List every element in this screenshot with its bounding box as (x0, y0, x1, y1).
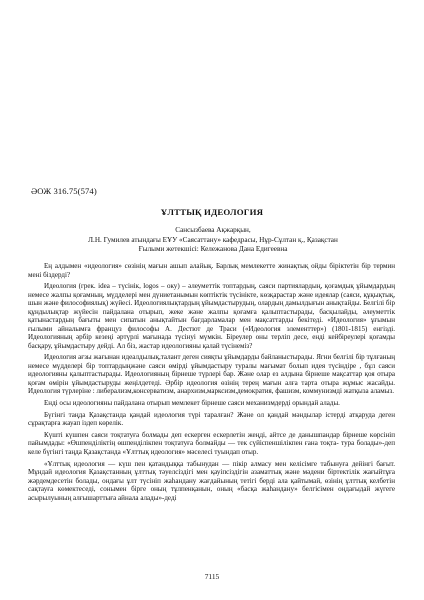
author-block (28, 226, 398, 255)
author-affiliation: Л.Н. Гумилев атындағы ЕҰУ «Саясаттану» кафедрасы, Нұр-Сұлтан қ., Қазақстан (88, 235, 338, 244)
paragraph: Бүгінгі таңда Қазақстанда қандай идеология түрі таралған? Және ол қандай мәндылар істерді атқаруда деген сұрақтарға жауап іздеп көрелік. (28, 410, 395, 428)
udc-code: ӘОЖ 316.75(574) (31, 186, 97, 196)
paragraph: Енді осы идеологияны пайдалана отырып мемлекет бірнеше саяси механизмдерді орындай алады. (44, 399, 340, 408)
paragraph: Идеология ағзы жағынан идеалдылық,талант деген сияқты ұйымдарды байланыстырады. Ягни белгілі бір тұлғаның немесе мүдделері бір топтардыңжәне саяси өмірді ұйымдастыру туралы мағымат болып идея түсіндіре , бұл саяси идеологияны қалыптастырады. Идеологияның бірнеше түрлері бар. Және олар ез алдына бірнеше мақсаттар қоя отыра қоғам өмірін ұйымдастыруды жеңілдетеді. Әрбір идеология өзінің терең мағын алға тарта отыра жұмыс жасайды. Идеология түрлеріне : либерализм,консерватизм, анархизм,марксизм,демократия, фашизм, коммунизмді жатқыза аламыз. (28, 353, 395, 396)
article-body (28, 262, 395, 505)
supervisor: Ғылыми жетекшісі: Кележанова Дана Едигеевна (138, 245, 288, 254)
paragraph: «Ұлттық идеология — күш пен қатандыққа табынудан — пікір алмасу мен келісімге табынуға дейінгі бағыт. Мұндай идеология Қазақстанның ұлттық тәуелсіздігі мен қауіпсіздігін азаматтық және мәдени біртектілік жағыйтұға жәрдемдесетін болады, ондағы ұлт түсініп жаһандану жағдайының тетігі берді ала қайтымай, өзінің ұлттық келбетін сақтауға көмектеседі, сонымен бірге оның тұлпенқанын, оның «басқа жаһандану» белгісімен оңдағыдай жүгеге асырылуының алғышарттыға айнала алады»-деді (28, 459, 395, 502)
article-title: ҰЛТТЫҚ ИДЕОЛОГИЯ (160, 207, 264, 217)
paragraph: Ең алдымен «идеология» сөзінің мағын ашып алайық. Барлық мемлекетте жинақтық ойды біріктетін бір термин мені біздерді? (28, 262, 395, 279)
paragraph: Күшті күшпен саяси тоқтатуға болмады деп ескерген ескерлетін жеңді, айтсе де данышпандар бірнеше көрсініп пайымдады: «Өшпенділіктің өшпенділікпен тоқтатуға болмайды — тек сүйіспеншілікпен ғана тоқта- тура болады»-деп келе бүгінгі таңда Қазақстанда «Ұлттық идеология» мәселесі туындап отыр. (28, 430, 395, 456)
paragraph: Идеология (грек. idea – түсінік, logos – оку) – әлеуметтік топтардың, саяси партиялардың, қоғамдық ұйымдардың немесе жалпы қоғамның, мүдделері мен дүниетанымын көптіктік түсінікте, көзқарастар және идеялар (саяси, құқықтық, шын және философиялық) жүйесі. Идеологиялықтардың ұйымдастырудың, олардың дамылдығын анықтайды. Белгілі бір құндылықтар жүйесін пайдалана отырып, жеке және жалпы қоғамға қалыптастырады, басқылайды, әлеуметтік қатынастардың бағыты мен сипатын анықтайтын бағдарламалар мен мақсаттарды бекітеді. «Идеология» ұғымын ғылыми айналымға француз философы А. Дестют де Траси («Идеология элементтер») (1801-1815) енгізді. Идеологияның әрбір кезеңі әртүрлі мағынада түсінуі мүмкін. Біреулер оны терліп десе, енді кейбіреулері қоғамды басқару, ұйымдастыру дейді. Ал біз, жастар идеологияны қалай түсінеміз? (28, 282, 395, 350)
page-number: 7115 (204, 572, 220, 581)
author-name: Сансызбаева Ақжарқын, (175, 226, 251, 234)
